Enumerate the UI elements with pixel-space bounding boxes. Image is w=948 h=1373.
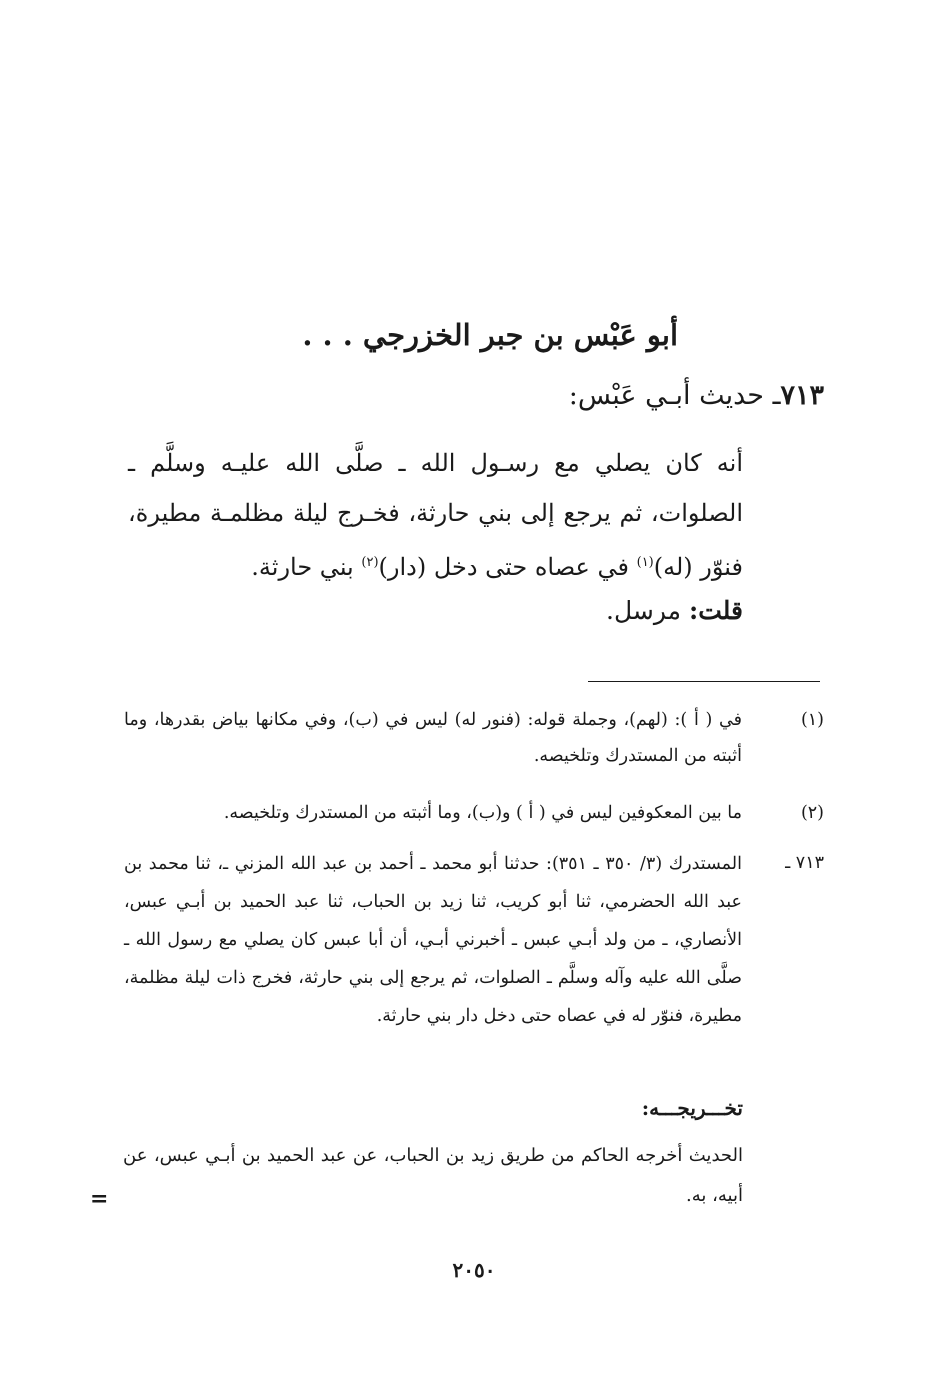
footnote-number: (١) <box>800 710 824 730</box>
footnote-number: ٧١٣ ـ <box>785 853 824 873</box>
hadith-text-part1: أنه كان يصلي مع رسـول الله ـ صلَّى الله عليـه وسلَّم ـ الصلوات، ثم يرجع إلى بني حارثة، فخـرج ليلة مظلمـة مطيرة، فنوّر (له) <box>128 449 743 581</box>
chapter-heading: أبو عَبْس بن جبر الخزرجي . . . <box>302 318 678 352</box>
footnote-text: في ( أ ): (لهم)، وجملة قوله: (فنور له) ليس في (ب)، وفي مكانها بياض بقدرها، وما أثبته من المستدرك وتلخيصه. <box>124 710 742 766</box>
footnote-text: ما بين المعكوفين ليس في ( أ ) و(ب)، وما أثبته من المستدرك وتلخيصه. <box>223 803 742 823</box>
comment-text: مرسل. <box>606 596 689 625</box>
page-number: ٢٠٥٠ <box>452 1258 496 1282</box>
footnote-ref-2: (٢) <box>361 555 379 570</box>
footnote-text: المستدرك (٣/ ٣٥٠ ـ ٣٥١): حدثنا أبو محمد ـ أحمد بن عبد الله المزني ـ، ثنا محمد بن عبد الله الحضرمي، ثنا أبو كريب، ثنا زيد بن الحباب، ثنا عبد الحميد بن أبـي عبس، الأنصاري، ـ من ولد أبـي عبس ـ أخبرني أبـي، أن أبا عبس كان يصلي مع رسول الله ـ صلَّى الله عليه وآله وسلَّم ـ الصلوات، ثم يرجع إلى بني حارثة، فخرج ذات ليلة مظلمة، مطيرة، فنوّر له في عصاه حتى دخل دار بني حارثة. <box>124 854 742 1026</box>
footnote-1 <box>124 702 824 774</box>
hadith-title-text: ـ حديث أبـي عَبْس: <box>568 380 781 411</box>
hadith-text <box>128 438 743 592</box>
hadith-title <box>569 380 824 411</box>
takhrij-heading: تخـــريجـــه: <box>641 1096 743 1120</box>
footnote-ref-1: (١) <box>636 555 654 570</box>
takhrij-text: الحديث أخرجه الحاكم من طريق زيد بن الحباب، عن عبد الحميد بن أبـي عبس، عن أبيه، به. <box>123 1145 743 1206</box>
footnote-2 <box>124 795 824 831</box>
hadith-text-part3: بني حارثة. <box>251 553 362 581</box>
footnote-number: (٢) <box>800 803 824 823</box>
hadith-text-part2: في عصاه حتى دخل (دار) <box>378 553 637 581</box>
footnote-divider <box>588 681 820 682</box>
hadith-number: ٧١٣ <box>780 380 824 411</box>
author-comment <box>606 596 743 625</box>
continuation-mark: = <box>90 1186 109 1212</box>
comment-label: قلت: <box>688 596 743 625</box>
footnote-source <box>124 845 824 1035</box>
